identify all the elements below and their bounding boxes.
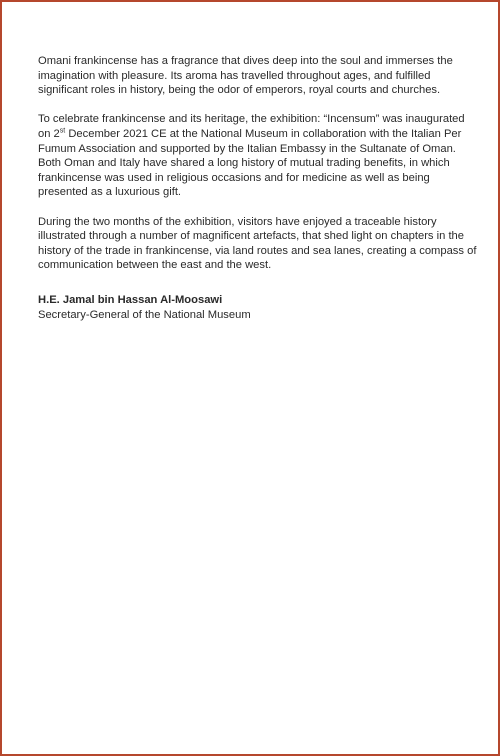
paragraph-exhibition xyxy=(38,112,478,200)
signatory-title: Secretary-General of the National Museum xyxy=(38,308,251,321)
paragraph-intro: Omani frankincense has a fragrance that dives deep into the soul and immerses the imagination with pleasure. Its aroma has travelled throughout ages, and fulfilled significant roles in history, being the odor of emperors, royal courts and churches. xyxy=(38,55,453,97)
paragraph-visitors: During the two months of the exhibition, visitors have enjoyed a traceable history illustrated through a number of magnificent artefacts, that shed light on chapters in the history of the trade in frankincense, via land routes and sea lanes, creating a compass of communication between the east and the west. xyxy=(38,215,477,272)
paragraph-exhibition-text-start: To celebrate frankincense and its heritage, the exhibition: “Incensum” was inaugurated on 2 xyxy=(38,113,465,140)
ordinal-superscript: st xyxy=(59,127,66,135)
paragraph-exhibition-text-end: December 2021 CE at the National Museum in collaboration with the Italian Per Fumum Association and supported by the Italian Embassy in the Sultanate of Oman. Both Oman and Italy have shared a long history of mutual trading benefits, in which frankincense was used in religious occasions and for medicine as well as being presented as a luxurious gift. xyxy=(38,127,462,199)
signatory-name: H.E. Jamal bin Hassan Al-Moosawi xyxy=(38,293,223,306)
document-body xyxy=(38,54,478,322)
signature-block xyxy=(38,293,478,322)
